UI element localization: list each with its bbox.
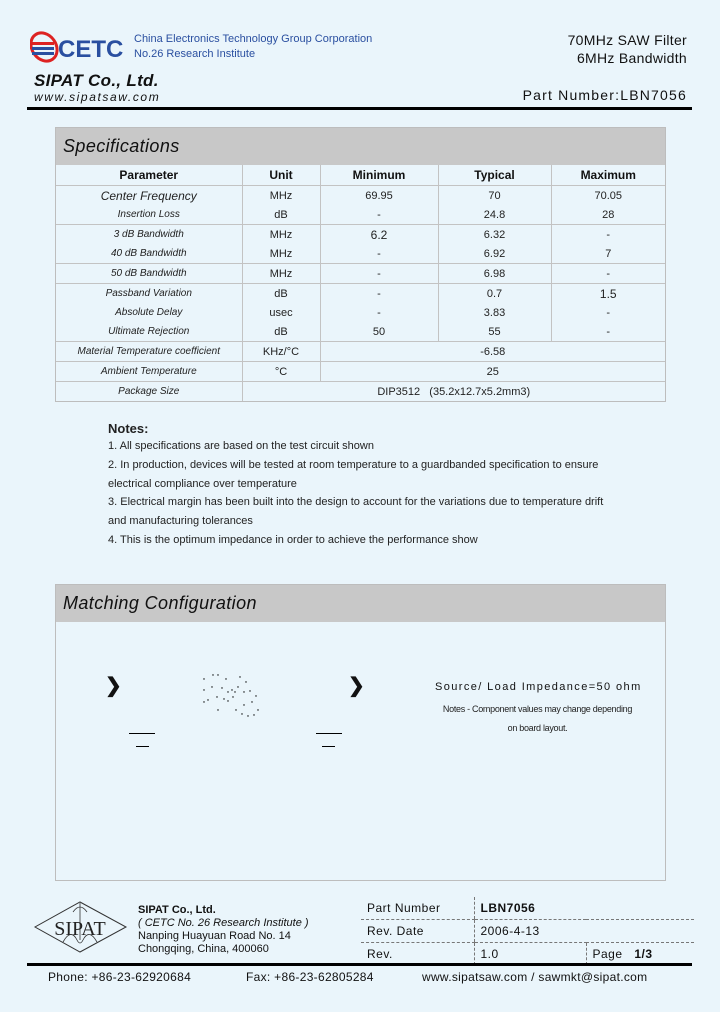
typ-cell: 6.98 (438, 264, 551, 284)
page-value: 1/3 (634, 947, 653, 961)
column-header-maximum: Maximum (551, 165, 665, 186)
input-port-arrow-icon: ❯ (105, 675, 122, 697)
param-cell: 50 dB Bandwidth (56, 264, 242, 284)
matching-note-line-1: Notes - Component values may change depending (442, 704, 633, 714)
max-cell: 70.05 (551, 186, 665, 206)
typ-cell: 3.83 (438, 303, 551, 322)
header-divider (27, 107, 692, 110)
unit-cell: MHz (242, 264, 320, 284)
company-website[interactable]: www.sipatsaw.com (34, 90, 161, 104)
matching-body (56, 622, 665, 880)
footer-company-name: SIPAT Co., Ltd. (138, 904, 216, 916)
specifications-section (55, 127, 666, 402)
info-row-rev (361, 943, 694, 966)
column-header-parameter: Parameter (56, 165, 242, 186)
unit-cell: dB (242, 205, 320, 225)
typ-cell: 70 (438, 186, 551, 206)
product-title-line-2: 6MHz Bandwidth (576, 50, 687, 66)
param-cell: Absolute Delay (115, 307, 183, 318)
info-row-part-number (361, 897, 694, 920)
part-number-value: LBN7056 (474, 897, 694, 920)
rev-value: 1.0 (474, 943, 586, 966)
min-cell: 6.2 (320, 225, 438, 245)
param-cell: Ultimate Rejection (56, 322, 242, 342)
min-cell: 69.95 (320, 186, 438, 206)
note-line: electrical compliance over temperature (108, 477, 297, 490)
param-cell: Ambient Temperature (56, 362, 242, 382)
note-line: 2. In production, devices will be tested at room temperature to a guardbanded specification to ensure (108, 458, 599, 471)
unit-cell: dB (242, 284, 320, 304)
footer-web-email[interactable]: www.sipatsaw.com / sawmkt@sipat.com (422, 970, 648, 984)
ground-symbol-left-top (129, 733, 155, 734)
unit-cell: MHz (242, 186, 320, 206)
max-cell: - (551, 225, 665, 245)
impedance-label: Source/ Load Impedance=50 ohm (435, 681, 642, 693)
param-cell: 3 dB Bandwidth (113, 229, 184, 240)
param-cell: Insertion Loss (56, 205, 242, 225)
typ-cell: 55 (438, 322, 551, 342)
min-cell: - (320, 244, 438, 264)
table-row (56, 225, 665, 245)
value-cell: 25 (320, 362, 665, 382)
footer-address-line-2: Chongqing, China, 400060 (138, 943, 269, 955)
org-name (134, 32, 372, 62)
footer-address-line-1: Nanping Huayuan Road No. 14 (138, 930, 291, 942)
page-indicator (586, 943, 694, 966)
min-cell: - (320, 205, 438, 225)
unit-cell: dB (242, 322, 320, 342)
specifications-title: Specifications (56, 128, 665, 165)
footer-divider (27, 963, 692, 966)
table-row (56, 205, 665, 225)
max-cell: - (551, 303, 665, 322)
footer-institute: ( CETC No. 26 Research Institute ) (138, 917, 309, 929)
column-header-typical: Typical (438, 165, 551, 186)
table-row (56, 342, 665, 362)
rev-date-value: 2006-4-13 (474, 920, 694, 943)
min-cell: - (320, 284, 438, 304)
product-title-line-1: 70MHz SAW Filter (567, 32, 687, 48)
ground-symbol-left-bottom (136, 746, 149, 747)
value-cell: DIP3512 (35.2x12.7x5.2mm3) (242, 382, 665, 402)
info-row-rev-date (361, 920, 694, 943)
matching-note (430, 700, 645, 738)
rev-label: Rev. (367, 947, 393, 961)
value-cell: -6.58 (320, 342, 665, 362)
unit-cell: MHz (242, 244, 320, 264)
cetc-logo (30, 30, 130, 64)
table-row (56, 284, 665, 304)
param-cell: Center Frequency (100, 188, 197, 203)
cetc-logo-text: CETC (58, 36, 124, 63)
unit-cell: KHz/°C (242, 342, 320, 362)
min-cell: - (320, 303, 438, 322)
table-header-row (56, 165, 665, 186)
typ-cell: 24.8 (438, 205, 551, 225)
saw-filter-symbol-icon (200, 672, 270, 724)
min-cell: 50 (320, 322, 438, 342)
param-cell: Package Size (118, 386, 180, 397)
sipat-footer-logo-text: SIPAT (54, 918, 106, 940)
rev-date-label: Rev. Date (361, 920, 474, 943)
ground-symbol-right-bottom (322, 746, 335, 747)
max-cell: 1.5 (551, 284, 665, 304)
table-row (56, 264, 665, 284)
unit-cell: usec (242, 303, 320, 322)
footer-phone: Phone: +86-23-62920684 (48, 970, 192, 984)
part-number-label: Part Number (361, 897, 474, 920)
unit-cell: °C (242, 362, 320, 382)
note-line: 3. Electrical margin has been built into the design to account for the variations due to temperature drift (108, 496, 604, 509)
header-part-number: Part Number:LBN7056 (522, 87, 687, 103)
column-header-minimum: Minimum (320, 165, 438, 186)
table-row (56, 322, 665, 342)
note-line: 1. All specifications are based on the test circuit shown (108, 440, 374, 452)
table-row (56, 362, 665, 382)
company-address (138, 904, 309, 956)
max-cell: - (551, 264, 665, 284)
page-label: Page (592, 947, 623, 961)
param-cell: Material Temperature coefficient (56, 342, 242, 362)
org-line-2: No.26 Research Institute (134, 48, 256, 60)
ground-symbol-right-top (316, 733, 342, 734)
org-line-1: China Electronics Technology Group Corporation (134, 33, 373, 45)
matching-title: Matching Configuration (56, 585, 665, 622)
table-row (56, 382, 665, 402)
note-line: 4. This is the optimum impedance in order to achieve the performance show (108, 533, 478, 546)
footer-fax: Fax: +86-23-62805284 (246, 970, 374, 984)
column-header-unit: Unit (242, 165, 320, 186)
max-cell: 7 (551, 244, 665, 264)
output-port-arrow-icon: ❯ (348, 675, 365, 697)
param-cell: 40 dB Bandwidth (56, 244, 242, 264)
min-cell: - (320, 264, 438, 284)
product-title (568, 31, 687, 67)
table-row (56, 244, 665, 264)
typ-cell: 6.32 (438, 225, 551, 245)
param-cell: Passband Variation (105, 288, 192, 299)
notes-title: Notes: (108, 421, 149, 436)
matching-note-line-2: on board layout. (507, 723, 568, 733)
table-row (56, 303, 665, 322)
max-cell: 28 (551, 205, 665, 225)
typ-cell: 6.92 (438, 244, 551, 264)
sipat-footer-logo (33, 900, 128, 954)
specifications-table (56, 165, 665, 401)
notes-block (108, 421, 628, 550)
max-cell: - (551, 322, 665, 342)
document-info-table (361, 897, 694, 965)
company-name: SIPAT Co., Ltd. (34, 71, 159, 90)
note-line: and manufacturing tolerances (108, 515, 253, 528)
typ-cell: 0.7 (438, 284, 551, 304)
table-row (56, 186, 665, 206)
unit-cell: MHz (242, 225, 320, 245)
